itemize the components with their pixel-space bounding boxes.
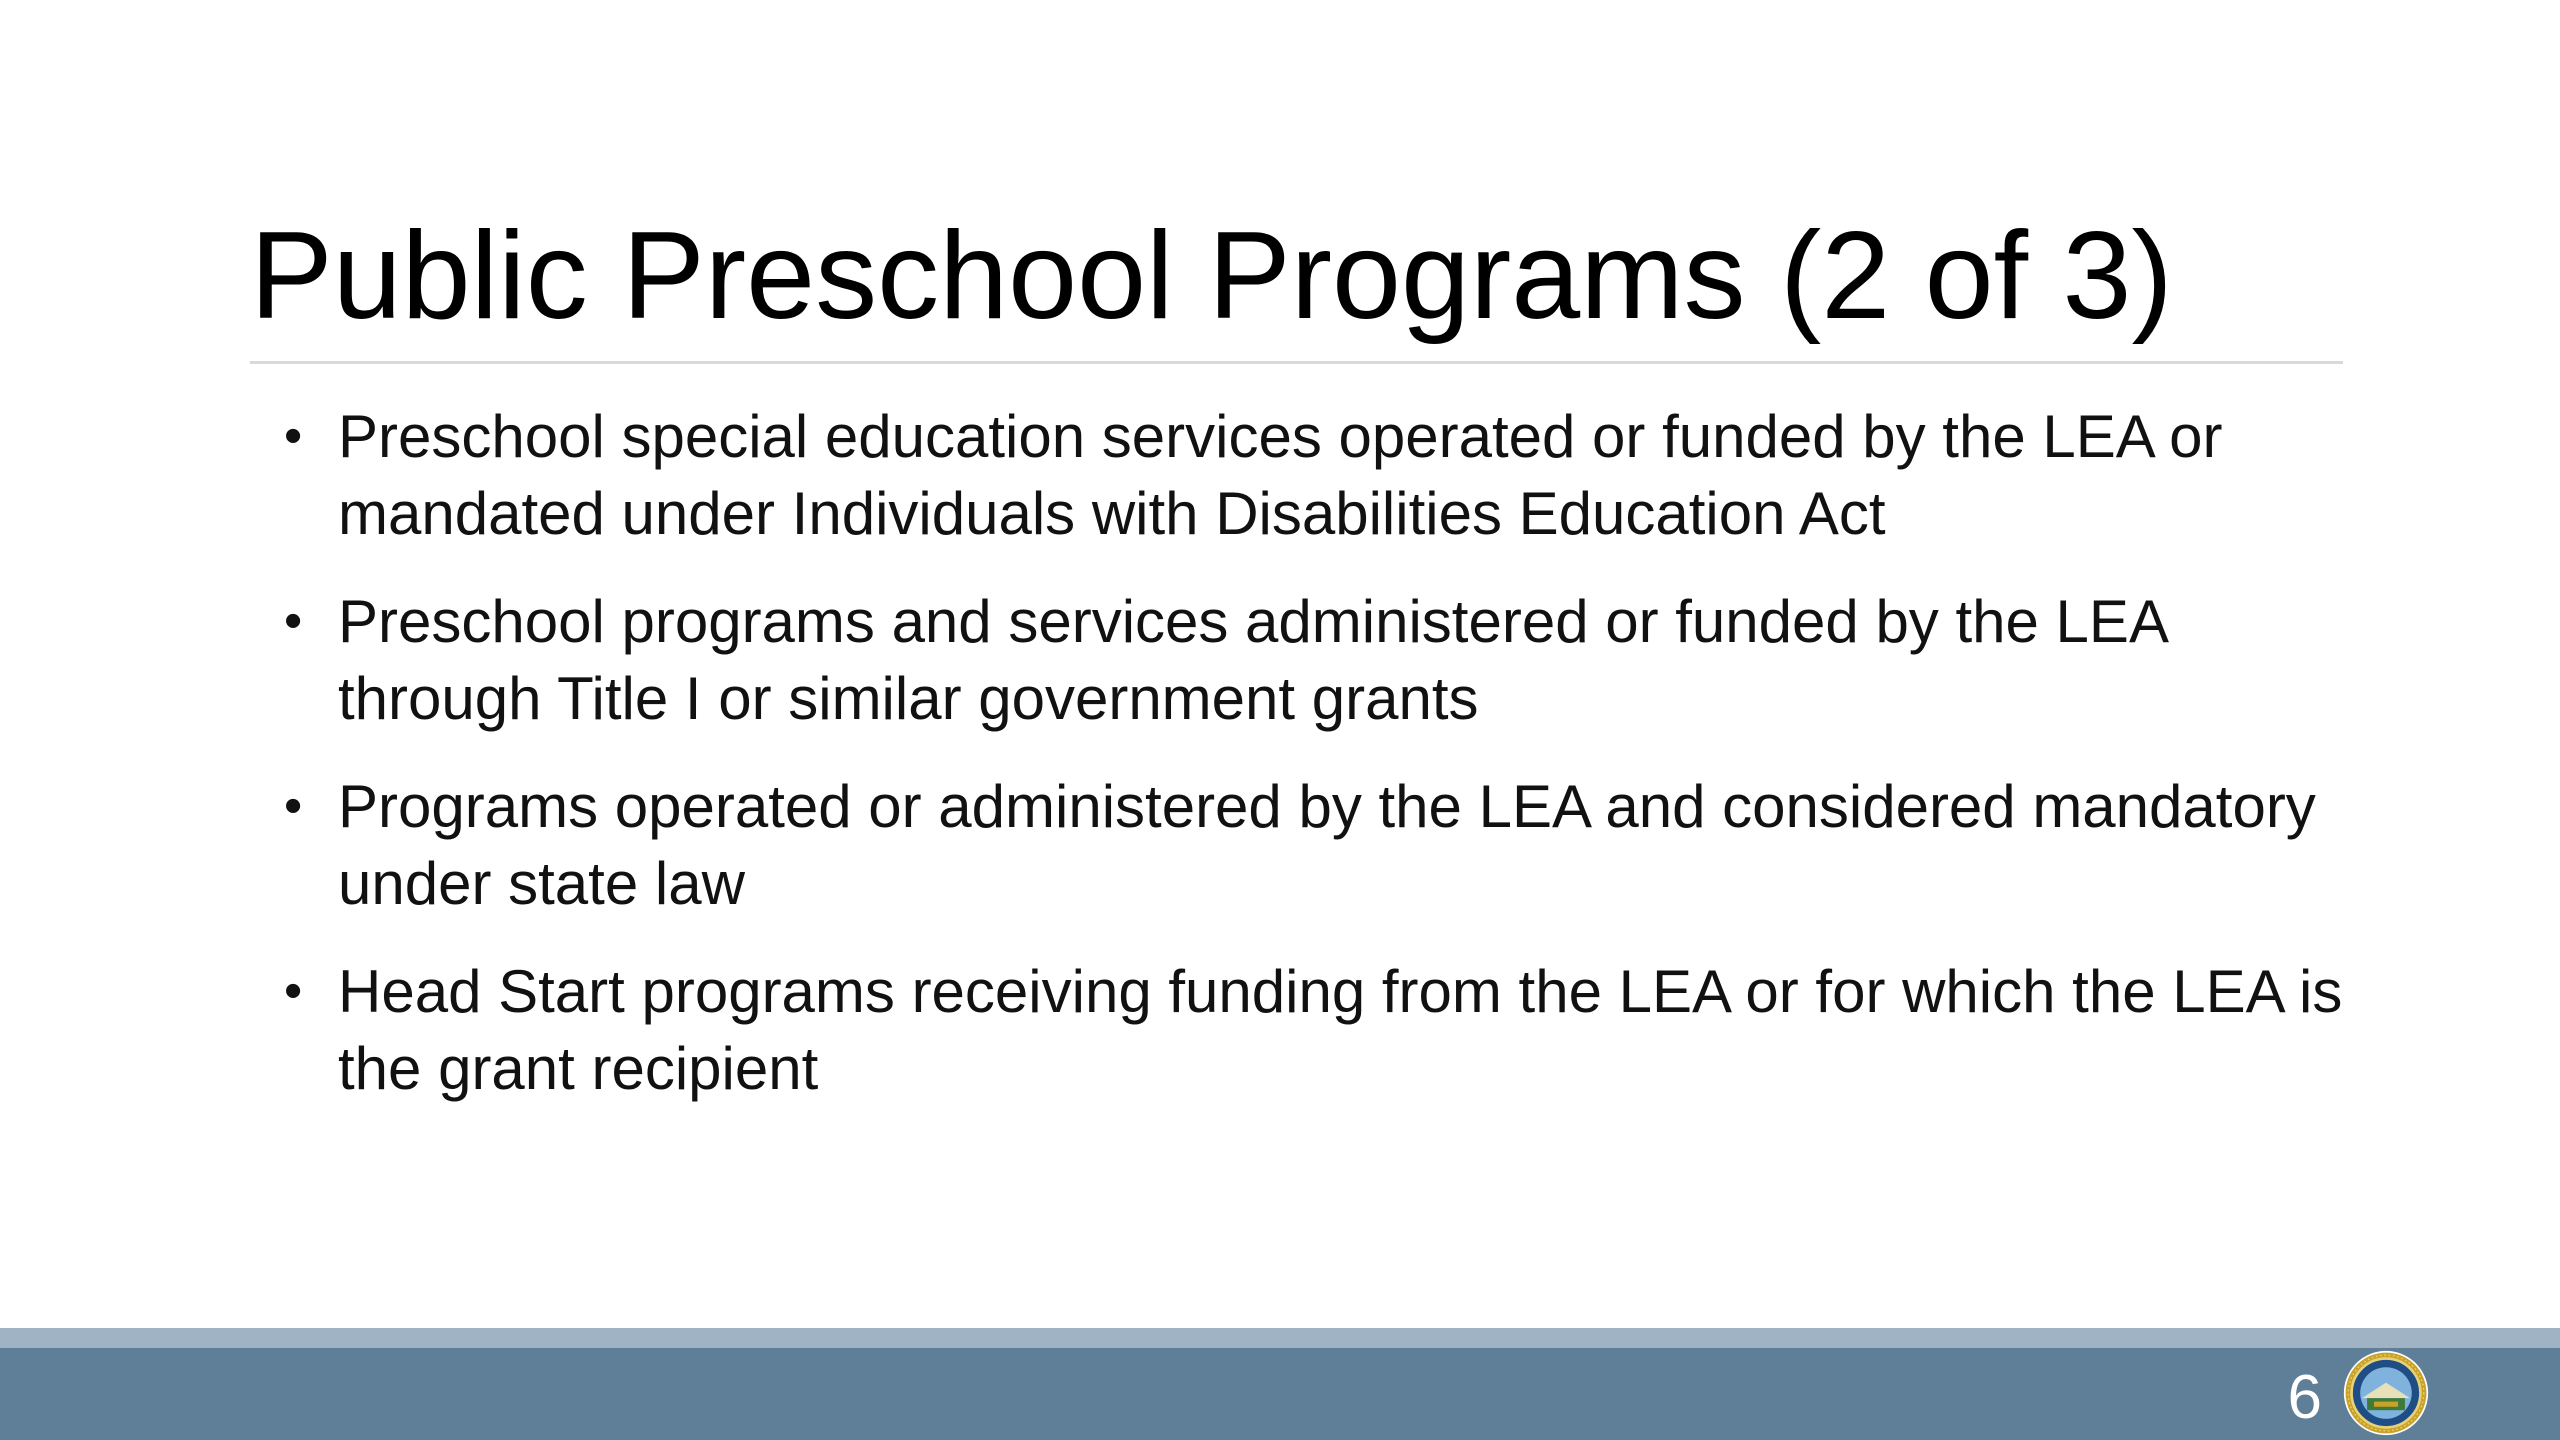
bullet-marker: • xyxy=(284,592,303,650)
bullet-item xyxy=(284,768,2344,922)
footer-accent-band xyxy=(0,1328,2560,1348)
bullet-marker: • xyxy=(284,777,303,835)
footer-band xyxy=(0,1348,2560,1440)
title-divider xyxy=(250,361,2343,364)
bullet-item xyxy=(284,953,2344,1107)
bullet-item xyxy=(284,398,2344,552)
bullet-list xyxy=(284,398,2344,1138)
bullet-text: Head Start programs receiving funding from the LEA or for which the LEA is the grant recipient xyxy=(338,958,2343,1102)
bullet-text: Preschool special education services operated or funded by the LEA or mandated under Individuals with Disabilities Education Act xyxy=(338,403,2223,547)
bullet-marker: • xyxy=(284,962,303,1020)
state-seal-icon xyxy=(2343,1350,2429,1436)
bullet-item xyxy=(284,583,2344,737)
page-number: 6 xyxy=(2287,1363,2322,1432)
bullet-text: Programs operated or administered by the LEA and considered mandatory under state law xyxy=(338,773,2316,917)
bullet-text: Preschool programs and services administered or funded by the LEA through Title I or similar government grants xyxy=(338,588,2166,732)
slide-title: Public Preschool Programs (2 of 3) xyxy=(250,207,2173,345)
bullet-marker: • xyxy=(284,407,303,465)
